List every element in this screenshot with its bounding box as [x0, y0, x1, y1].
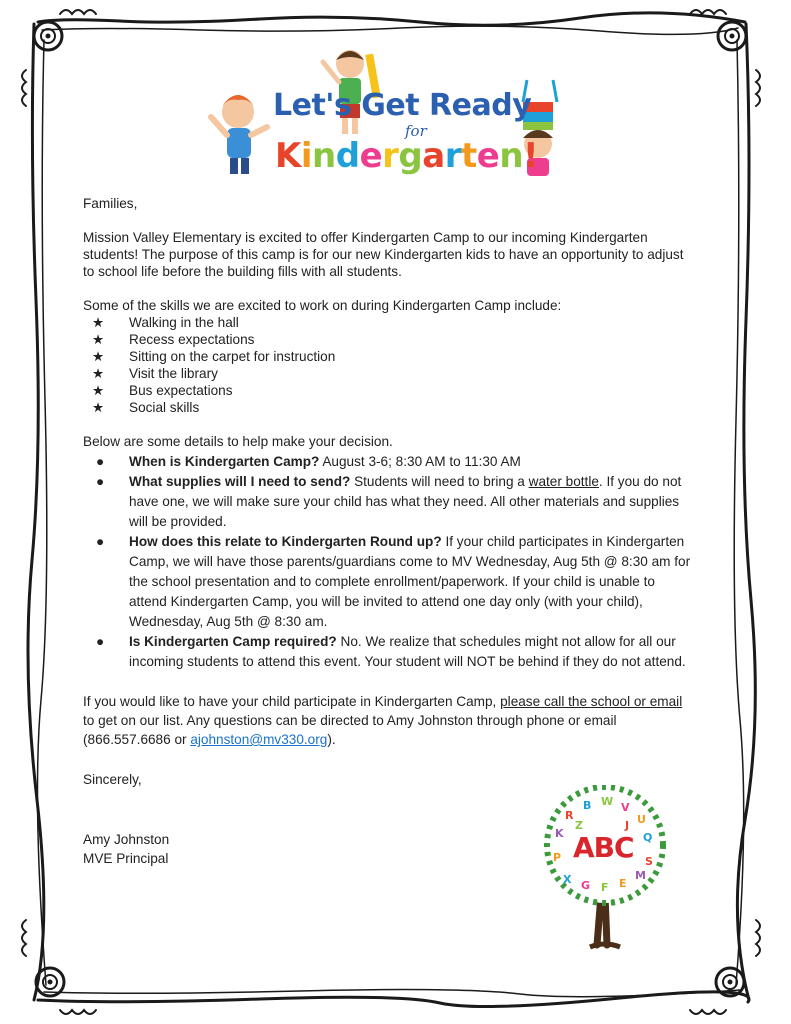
title-for: for [405, 122, 427, 140]
svg-text:G: G [581, 879, 591, 892]
question-when: When is Kindergarten Camp? [129, 454, 320, 469]
svg-text:U: U [637, 813, 646, 826]
list-item: ★ Visit the library [92, 366, 218, 381]
bullet-icon: ● [96, 534, 105, 549]
list-item: ★ Sitting on the carpet for instruction [92, 349, 336, 364]
tree-icon [535, 785, 675, 950]
svg-text:E: E [619, 877, 627, 890]
svg-text:J: J [625, 819, 630, 832]
star-icon: ★ [92, 349, 105, 364]
title-kindergarten [275, 136, 538, 176]
question-roundup: How does this relate to Kindergarten Round up? [129, 534, 442, 549]
svg-text:M: M [635, 869, 646, 882]
skills-list [83, 314, 695, 416]
details-list [83, 452, 695, 672]
tree-abc-text: ABC [573, 831, 634, 864]
skills-intro: Some of the skills we are excited to work on during Kindergarten Camp include: [83, 298, 562, 313]
svg-text:W: W [601, 795, 614, 808]
title-letter: e [476, 136, 500, 176]
star-icon: ★ [92, 383, 105, 398]
svg-text:P: P [553, 851, 562, 864]
details-intro: Below are some details to help make your decision. [83, 434, 393, 449]
closing-paragraph: If you would like to have your child participate in Kindergarten Camp, please call the school or email to get on our list. Any questions can be directed to Amy Johnston through phone or email (866.557.6686 or ajohnston@mv330.org). [83, 694, 683, 747]
star-icon: ★ [92, 366, 105, 381]
email-link[interactable]: ajohnston@mv330.org [190, 732, 328, 747]
signature-name: Amy Johnston [83, 832, 170, 847]
svg-text:V: V [621, 801, 630, 814]
bullet-icon: ● [96, 474, 105, 489]
title-letter: a [422, 136, 445, 176]
title-letter: g [398, 136, 423, 176]
list-item: ★ Social skills [92, 400, 200, 415]
greeting: Families, [83, 196, 138, 211]
abc-tree-illustration [535, 785, 675, 950]
title-letter: e [359, 136, 383, 176]
letter-body [83, 195, 695, 868]
list-item: ● Is Kindergarten Camp required? No. We realize that schedules might not allow for all our incoming students to attend this event. Your student will NOT be behind if they do not attend. [96, 634, 686, 669]
star-icon: ★ [92, 400, 105, 415]
star-icon: ★ [92, 332, 105, 347]
list-item: ● How does this relate to Kindergarten Round up? If your child participates in Kindergarten Camp, we will have those parents/guardians come to MV Wednesday, Aug 5th @ 8:30 am for the school presentation and to complete enrollment/paperwork. If your child is unable to attend Kindergarten Camp, you will be invited to attend one day only (with your child), Wednesday, Aug 5th @ 8:30 am. [96, 534, 691, 629]
title-letter: d [335, 136, 360, 176]
title-letter: t [461, 136, 477, 176]
title-letter: r [444, 136, 461, 176]
header-banner [205, 40, 575, 185]
left-kid-figure [211, 95, 267, 174]
signature-role: MVE Principal [83, 851, 169, 866]
title-letter: K [275, 136, 301, 176]
bullet-icon: ● [96, 454, 105, 469]
svg-text:S: S [645, 855, 653, 868]
title-letter: ! [523, 136, 539, 176]
signoff: Sincerely, [83, 772, 142, 787]
list-item: ★ Recess expectations [92, 332, 255, 347]
svg-text:Z: Z [575, 819, 583, 832]
title-letter: r [382, 136, 399, 176]
svg-text:R: R [565, 809, 574, 822]
water-bottle-text: water bottle [528, 474, 599, 489]
list-item: ★ Bus expectations [92, 383, 233, 398]
svg-text:X: X [563, 873, 572, 886]
svg-text:K: K [555, 827, 564, 840]
call-or-email-text: please call the school or email [500, 694, 683, 709]
title-lets-get-ready: Let's Get Ready [273, 88, 532, 123]
list-item: ● When is Kindergarten Camp? August 3-6; 8:30 AM to 11:30 AM [83, 452, 695, 472]
svg-text:B: B [583, 799, 592, 812]
star-icon: ★ [92, 315, 105, 330]
intro-paragraph: Mission Valley Elementary is excited to offer Kindergarten Camp to our incoming Kindergarten students! The purpose of this camp is for our new Kindergarten kids to have an opportunity to adjust to school life before the building fills with all students. [83, 230, 684, 279]
list-item: ★ Walking in the hall [92, 315, 239, 330]
title-letter: n [499, 136, 524, 176]
bullet-icon: ● [96, 634, 105, 649]
title-letter: n [312, 136, 336, 176]
question-supplies: What supplies will I need to send? [129, 474, 351, 489]
svg-text:F: F [601, 881, 609, 894]
svg-text:Q: Q [643, 831, 653, 844]
question-required: Is Kindergarten Camp required? [129, 634, 337, 649]
list-item: ● What supplies will I need to send? Students will need to bring a water bottle. If you do not have one, we will make sure your child has what they need. All other materials and supplies will be provided. [96, 474, 682, 529]
title-letter: i [300, 136, 313, 176]
